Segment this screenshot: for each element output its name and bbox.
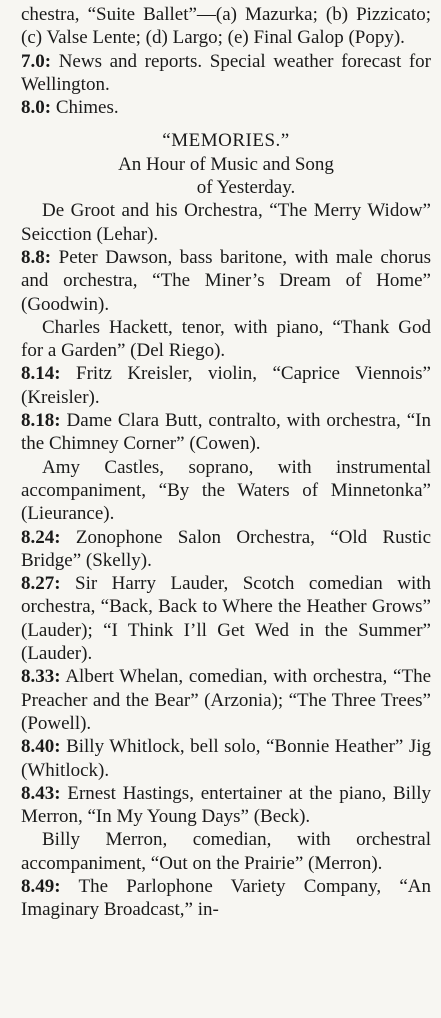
item-text: De Groot and his Orchestra, “The Merry Widow” Seicction (Lehar). (21, 200, 431, 245)
item-text: Dame Clara Butt, contralto, with orchestra, “In the Chimney Corner” (Cowen). (21, 410, 432, 455)
programme-entry (21, 50, 431, 97)
entry-text: News and reports. Special weather forecast for Wellington. (21, 50, 431, 95)
item-time: 8.49: (21, 875, 61, 897)
entry-time: 7.0: (21, 50, 52, 72)
item-time: 8.40: (21, 736, 61, 758)
programme-item (21, 362, 431, 409)
programme-item (21, 526, 431, 573)
section-subtitle-continued: of Yesterday. (196, 177, 296, 199)
section-title: “MEMORIES.” (162, 130, 290, 152)
item-text: Zonophone Salon Orchestra, “Old Rustic Bridge” (Skelly). (21, 526, 432, 571)
item-text: The Parlophone Variety Company, “An Imaginary Broadcast,” in- (21, 875, 431, 921)
programme-item (21, 828, 431, 875)
item-time: 8.43: (21, 782, 61, 804)
programme-item (21, 199, 431, 246)
item-time: 8.18: (21, 410, 61, 432)
item-text: Billy Whitlock, bell solo, “Bonnie Heather” Jig (Whitlock). (21, 736, 431, 781)
entry-text: Chimes. (55, 97, 119, 119)
item-text: Billy Merron, comedian, with orchestral accompaniment, “Out on the Prairie” (Merron). (21, 829, 431, 874)
programme-item (21, 456, 431, 526)
item-text: Ernest Hastings, entertainer at the piano, Billy Merron, “In My Young Days” (Beck). (21, 782, 431, 828)
programme-item (21, 409, 431, 456)
item-text: Albert Whelan, comedian, with orchestra, “The Preacher and the Bear” (Arzonia); “The Three Trees” (Powell). (21, 666, 432, 734)
item-text: Amy Castles, soprano, with instrumental accompaniment, “By the Waters of Minnetonka” (Lieurance). (21, 456, 431, 525)
programme-item (21, 875, 431, 922)
item-text: Charles Hackett, tenor, with piano, “Thank God for a Garden” (Del Riego). (21, 316, 431, 362)
programme-item (21, 782, 431, 829)
programme-item (21, 316, 431, 363)
item-time: 8.27: (21, 573, 61, 595)
item-time: 8.24: (21, 526, 61, 548)
item-text: Sir Harry Lauder, Scotch comedian with orchestra, “Back, Back to Where the Heather Grows” (Lauder); “I Think I’ll Get Wed in the Summer” (Lauder). (21, 573, 431, 665)
programme-entry (21, 3, 431, 50)
programme-item (21, 735, 431, 782)
programme-item (21, 246, 431, 316)
item-time: 8.14: (21, 363, 61, 385)
item-time: 8.33: (21, 666, 61, 688)
section-subtitle: An Hour of Music and Song (118, 153, 334, 175)
entry-time: 8.0: (21, 97, 52, 119)
item-text: Peter Dawson, bass baritone, with male chorus and orchestra, “The Miner’s Dream of Home” (Goodwin). (21, 246, 432, 315)
programme-item (21, 572, 431, 665)
item-text: Fritz Kreisler, violin, “Caprice Viennois” (Kreisler). (21, 363, 431, 408)
programme-item (21, 665, 431, 735)
entry-text: chestra, “Suite Ballet”—(a) Mazurka; (b) Pizzicato; (c) Valse Lente; (d) Largo; (e) Final Galop (Popy). (21, 4, 431, 49)
programme-entry (21, 96, 431, 119)
item-time: 8.8: (21, 246, 52, 268)
